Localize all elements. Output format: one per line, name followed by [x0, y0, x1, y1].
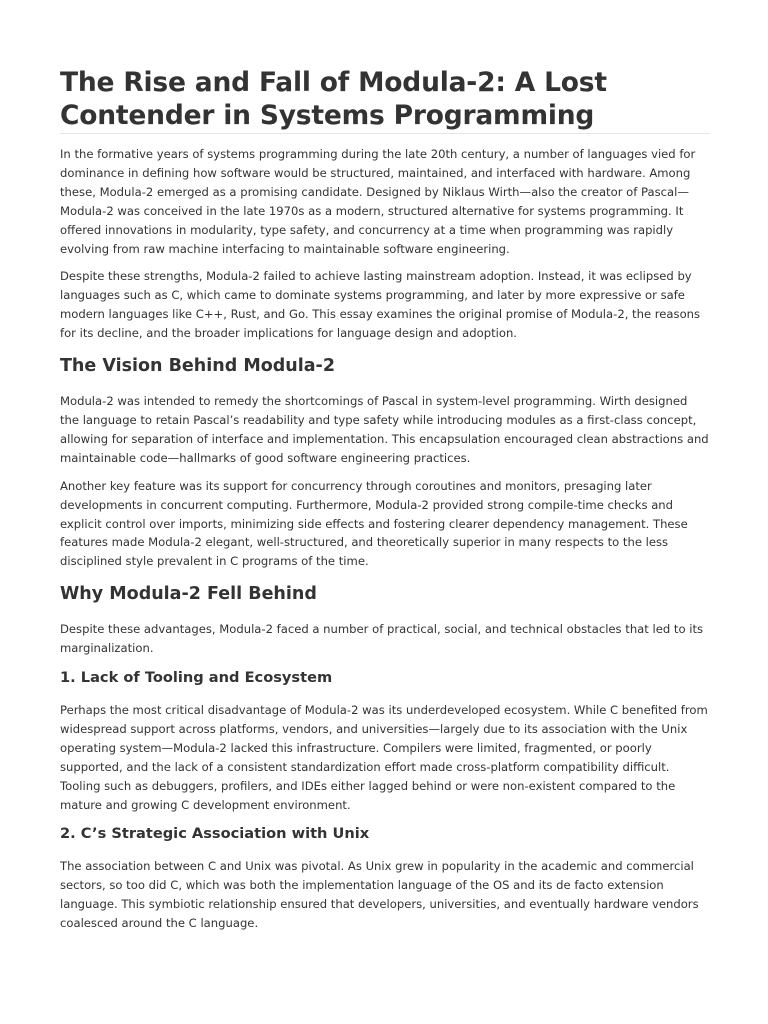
intro-paragraph-2: Despite these strengths, Modula-2 failed to achieve lasting mainstream adoption. Instead, it was eclipsed by languages such as C, which came to dominate systems programming, and later by more expressive or safe modern languages like C++, Rust, and Go. This essay examines the original promise of Modula-2, the reasons for its decline, and the broader implications for language design and adoption.: [60, 269, 701, 341]
unix-paragraph: The association between C and Unix was pivotal. As Unix grew in popularity in the academic and commercial sectors, so too did C, which was both the implementation language of the OS and its de facto extension language. This symbiotic relationship ensured that developers, universities, and eventually hardware vendors coalesced around the C language.: [60, 859, 699, 931]
why-paragraph: Despite these advantages, Modula-2 faced a number of practical, social, and technical obstacles that led to its marginalization.: [60, 622, 704, 656]
tooling-paragraph: Perhaps the most critical disadvantage of Modula-2 was its underdeveloped ecosystem. While C benefited from widespread support across platforms, vendors, and universities—largely due to its association with the Unix operating system—Modula-2 lacked this infrastructure. Compilers were limited, fragmented, or poorly supported, and the lack of a consistent standardization effort made cross-platform compatibility difficult. Tooling such as debuggers, profilers, and IDEs either lagged behind or were non-existent compared to the mature and growing C development environment.: [60, 703, 708, 812]
intro-paragraph-1: In the formative years of systems programming during the late 20th century, a number of languages vied for dominance in defining how software would be structured, maintained, and interfaced with hardware. Among these, Modula-2 emerged as a promising candidate. Designed by Niklaus Wirth—also the creator of Pascal—Modula-2 was conceived in the late 1970s as a modern, structured alternative for systems programming. It offered innovations in modularity, type safety, and concurrency at a time when programming was rapidly evolving from raw machine interfacing to maintainable software engineering.: [60, 147, 696, 256]
title-divider: [60, 133, 710, 134]
subsection-heading-tooling: 1. Lack of Tooling and Ecosystem: [60, 669, 333, 687]
section-heading-why: Why Modula-2 Fell Behind: [60, 584, 317, 605]
vision-paragraph-1: Modula-2 was intended to remedy the shortcomings of Pascal in system-level programming. Wirth designed the language to retain Pascal’s readability and type safety while introducing modules as a first-class concept, allowing for separation of interface and implementation. This encapsulation encouraged clean abstractions and maintainable code—hallmarks of good software engineering practices.: [60, 394, 709, 465]
document-title: The Rise and Fall of Modula-2: A Lost Contender in Systems Programming: [60, 67, 607, 131]
section-heading-vision: The Vision Behind Modula-2: [60, 356, 335, 377]
document-page: [60, 66, 710, 942]
vision-paragraph-2: Another key feature was its support for concurrency through coroutines and monitors, presaging later developments in concurrent computing. Furthermore, Modula-2 provided strong compile-time checks and explicit control over imports, minimizing side effects and fostering clearer dependency management. These features made Modula-2 elegant, well-structured, and theoretically superior in many respects to the less disciplined style prevalent in C programs of the time.: [60, 478, 688, 569]
subsection-heading-unix: 2. C’s Strategic Association with Unix: [60, 825, 370, 843]
